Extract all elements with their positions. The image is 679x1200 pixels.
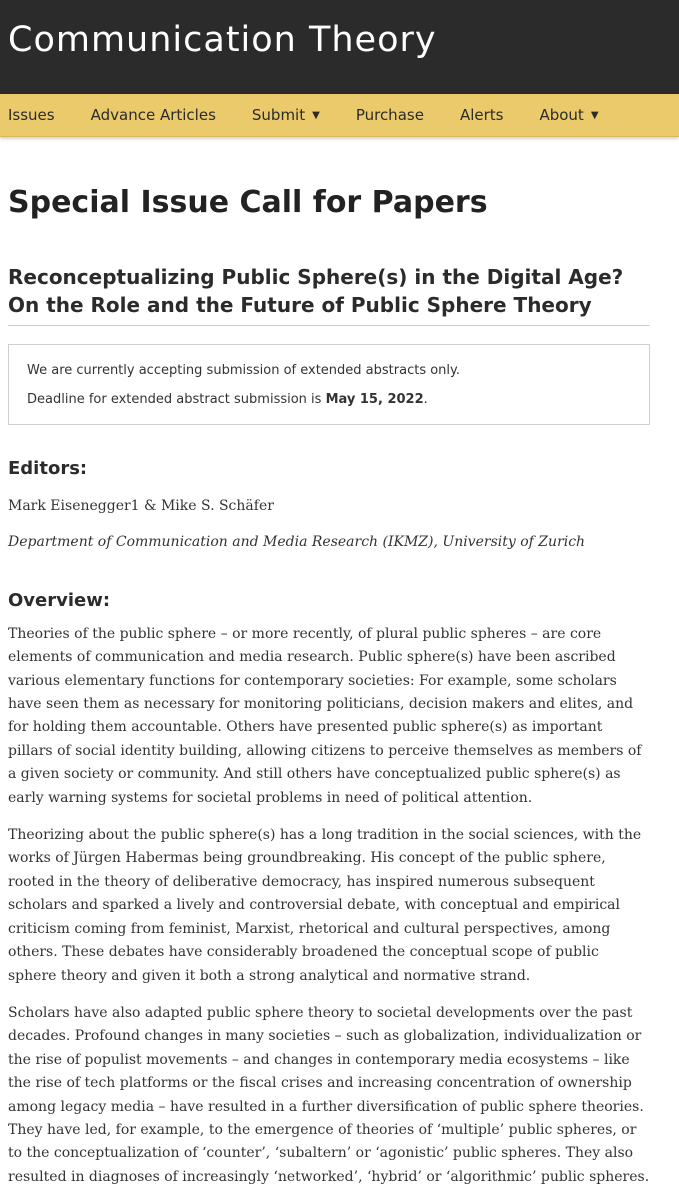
overview-heading: Overview:: [8, 589, 111, 611]
nav-item-purchase[interactable]: [348, 94, 432, 136]
deadline-date: May 15, 2022: [325, 392, 424, 407]
submission-notice: [8, 344, 650, 425]
site-masthead: [0, 0, 679, 94]
editors-heading: Editors:: [8, 458, 88, 479]
nav-item-label: About: [539, 106, 584, 124]
main-nav: [0, 94, 679, 137]
nav-item-label: Submit: [251, 106, 306, 124]
nav-item-label: Advance Articles: [90, 106, 216, 124]
deadline-prefix: Deadline for extended abstract submission is: [27, 392, 326, 407]
nav-item-label: Purchase: [355, 106, 424, 124]
overview-paragraph: Theorizing about the public sphere(s) has a long tradition in the social sciences, with the works of Jürgen Habermas being groundbreaking. His concept of the public sphere, rooted in the theory of deliberative democracy, has inspired numerous subsequent scholars and sparked a lively and controversial debate, with conceptual and empirical criticism coming from feminist, Marxist, rhetorical and cultural perspectives, among others. These debates have considerably broadened the conceptual scope of public sphere theory and given it both a strong analytical and normative strand.: [8, 827, 642, 984]
nav-item-about[interactable]: [531, 94, 606, 136]
page-subtitle: Reconceptualizing Public Sphere(s) in the Digital Age? On the Role and the Future of Public Sphere Theory: [8, 263, 650, 326]
nav-item-submit[interactable]: [244, 94, 328, 136]
notice-line-accepting: We are currently accepting submission of extended abstracts only.: [27, 363, 460, 378]
editors-affiliation: Department of Communication and Media Research (IKMZ), University of Zurich: [8, 534, 586, 551]
page-title: Special Issue Call for Papers: [8, 185, 488, 220]
editors-names: Mark Eisenegger1 & Mike S. Schäfer: [8, 498, 274, 514]
nav-item-label: Alerts: [459, 106, 504, 124]
site-title[interactable]: Communication Theory: [8, 19, 437, 60]
main-content: [0, 185, 679, 1189]
overview-paragraph: Scholars have also adapted public sphere theory to societal developments over the past decades. Profound changes in many societies – such as globalization, individualization or the rise of populist movements – and changes in contemporary media ecosystems – like the rise of tech platforms or the fiscal crises and increasing concentration of ownership among legacy media – have resulted in a further diversification of public sphere theories. They have led, for example, to the emergence of theories of ‘multiple’ public spheres, or to the conceptualization of ‘counter’, ‘subaltern’ or ‘agonistic’ public spheres. They also resulted in diagnoses of increasingly ‘networked’, ‘hybrid’ or ‘algorithmic’ public spheres.: [8, 1004, 650, 1185]
notice-line-deadline: [27, 390, 631, 410]
nav-item-alerts[interactable]: [452, 94, 512, 136]
deadline-suffix: .: [423, 392, 428, 407]
overview-paragraph: Theories of the public sphere – or more recently, of plural public spheres – are core elements of communication and media research. Public sphere(s) have been ascribed various elementary functions for contemporary societies: For example, some scholars have seen them as necessary for monitoring politicians, decision makers and elites, and for holding them accountable. Others have presented public sphere(s) as important pillars of social identity building, allowing citizens to perceive themselves as members of a given society or community. And still others have conceptualized public sphere(s) as early warning systems for societal problems in need of political attention.: [8, 625, 642, 806]
nav-item-advance-articles[interactable]: [83, 94, 224, 136]
nav-item-issues[interactable]: [0, 94, 63, 136]
caret-down-icon: ▼: [312, 109, 320, 121]
nav-item-label: Issues: [8, 106, 55, 124]
caret-down-icon: ▼: [590, 109, 599, 121]
